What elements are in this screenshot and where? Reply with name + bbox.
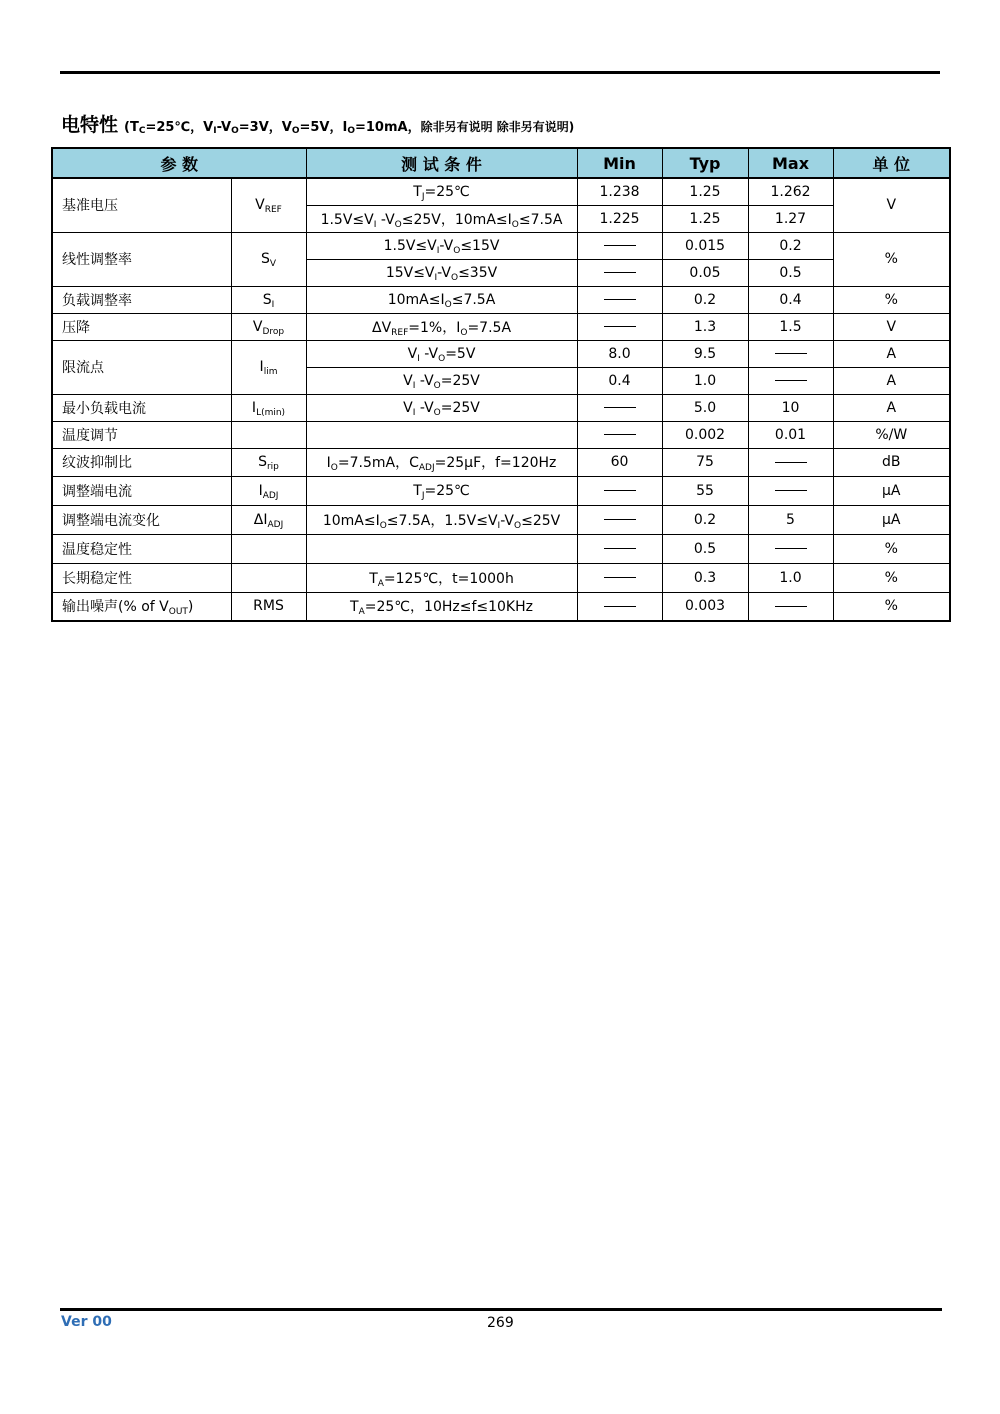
- unit-value: V: [833, 313, 950, 340]
- dash: [604, 606, 636, 607]
- typ-value: 0.5: [662, 534, 748, 563]
- table-row: [52, 421, 950, 448]
- param-symbol: RMS: [231, 592, 306, 621]
- max-value: 0.4: [748, 286, 833, 313]
- table-row: [52, 313, 950, 340]
- test-condition: $T_J=25℃$: [306, 178, 577, 205]
- param-name: 调整端电流: [52, 476, 231, 505]
- test-condition: $V_I$ $-V_O=25V$: [306, 367, 577, 394]
- test-condition: $V_I$ $-V_O=5V$: [306, 340, 577, 367]
- min-value: 60: [577, 448, 662, 476]
- typ-value: 1.25: [662, 205, 748, 232]
- test-condition: $V_I$ $-V_O=25V$: [306, 394, 577, 421]
- param-symbol: [231, 563, 306, 592]
- unit-value: μA: [833, 505, 950, 534]
- unit-value: %: [833, 592, 950, 621]
- param-symbol: $\Delta I_{ADJ}$: [231, 505, 306, 534]
- max-value: 1.5: [748, 313, 833, 340]
- max-value: 1.262: [748, 178, 833, 205]
- param-name: 压降: [52, 313, 231, 340]
- test-condition: [306, 421, 577, 448]
- dash: [775, 548, 807, 549]
- typ-value: 0.015: [662, 232, 748, 259]
- dash: [604, 548, 636, 549]
- param-name: 输出噪声(% of $V_{OUT}$): [52, 592, 231, 621]
- test-condition: $1.5V\le V_I$ $-V_O\le 25V$，$10mA\le I_O\le 7.5A$: [306, 205, 577, 232]
- unit-value: %/W: [833, 421, 950, 448]
- dash: [604, 490, 636, 491]
- param-symbol: $I_{L(min)}$: [231, 394, 306, 421]
- max-value: 1.0: [748, 563, 833, 592]
- dash: [775, 490, 807, 491]
- unit-value: A: [833, 394, 950, 421]
- unit-value: V: [833, 178, 950, 232]
- min-value: [577, 313, 662, 340]
- param-symbol: $S_I$: [231, 286, 306, 313]
- min-value: 1.225: [577, 205, 662, 232]
- typ-value: 0.05: [662, 259, 748, 286]
- table-row: [52, 476, 950, 505]
- test-condition: $T_A=125℃$，t=1000h: [306, 563, 577, 592]
- max-value: 5: [748, 505, 833, 534]
- max-value: 0.2: [748, 232, 833, 259]
- min-value: [577, 476, 662, 505]
- typ-value: 5.0: [662, 394, 748, 421]
- min-value: [577, 259, 662, 286]
- max-value: [748, 592, 833, 621]
- dash: [604, 272, 636, 273]
- test-condition: [306, 534, 577, 563]
- param-name: 线性调整率: [52, 232, 231, 286]
- unit-value: dB: [833, 448, 950, 476]
- table-row: [52, 232, 950, 259]
- table-row: [52, 286, 950, 313]
- test-condition: $15V\le V_I-V_O\le 35V$: [306, 259, 577, 286]
- typ-value: 1.3: [662, 313, 748, 340]
- header-typ: Typ: [662, 148, 748, 178]
- min-value: [577, 232, 662, 259]
- dash: [775, 606, 807, 607]
- header-conditions: 测 试 条 件: [306, 148, 577, 178]
- typ-value: 9.5: [662, 340, 748, 367]
- dash: [604, 434, 636, 435]
- max-value: 1.27: [748, 205, 833, 232]
- bottom-rule: [60, 1308, 942, 1311]
- table-row: [52, 592, 950, 621]
- min-value: 0.4: [577, 367, 662, 394]
- dash: [604, 245, 636, 246]
- electrical-characteristics-table: [51, 147, 951, 622]
- param-symbol: $S_{rip}$: [231, 448, 306, 476]
- table-row: [52, 505, 950, 534]
- typ-value: 0.2: [662, 286, 748, 313]
- test-conditions: ($T_C=25℃$，$V_I-V_O=3V$，$V_O=5V$，$I_O=10mA$，除非另有说明 除非另有说明): [124, 120, 575, 136]
- param-symbol: [231, 421, 306, 448]
- min-value: [577, 286, 662, 313]
- min-value: [577, 592, 662, 621]
- unit-value: A: [833, 340, 950, 367]
- min-value: 8.0: [577, 340, 662, 367]
- test-condition: $1.5V\le V_I-V_O\le 15V$: [306, 232, 577, 259]
- test-condition: $T_J=25℃$: [306, 476, 577, 505]
- param-name: 调整端电流变化: [52, 505, 231, 534]
- dash: [604, 326, 636, 327]
- version-label: Ver 00: [61, 1314, 112, 1330]
- dash: [604, 299, 636, 300]
- unit-value: %: [833, 563, 950, 592]
- param-name: 负载调整率: [52, 286, 231, 313]
- typ-value: 0.003: [662, 592, 748, 621]
- unit-value: %: [833, 232, 950, 286]
- header-parameter: 参 数: [52, 148, 306, 178]
- min-value: [577, 534, 662, 563]
- param-symbol: $V_{Drop}$: [231, 313, 306, 340]
- unit-value: μA: [833, 476, 950, 505]
- max-value: [748, 476, 833, 505]
- max-value: 0.01: [748, 421, 833, 448]
- param-symbol: $V_{REF}$: [231, 178, 306, 232]
- max-value: [748, 367, 833, 394]
- top-rule: [60, 71, 940, 74]
- test-condition: $10mA\le I_O\le 7.5A$: [306, 286, 577, 313]
- max-value: 0.5: [748, 259, 833, 286]
- max-value: [748, 534, 833, 563]
- param-name: 限流点: [52, 340, 231, 394]
- table-row: [52, 534, 950, 563]
- max-value: 10: [748, 394, 833, 421]
- header-unit: 单 位: [833, 148, 950, 178]
- section-title: 电特性: [61, 114, 119, 136]
- unit-value: A: [833, 367, 950, 394]
- dash: [604, 577, 636, 578]
- table-row: [52, 394, 950, 421]
- min-value: [577, 505, 662, 534]
- table-row: [52, 340, 950, 367]
- param-name: 温度稳定性: [52, 534, 231, 563]
- max-value: [748, 340, 833, 367]
- dash: [775, 353, 807, 354]
- min-value: 1.238: [577, 178, 662, 205]
- typ-value: 0.2: [662, 505, 748, 534]
- test-condition: $I_O=7.5mA$，$C_{ADJ}=25\mu F$，f=120Hz: [306, 448, 577, 476]
- param-symbol: $S_V$: [231, 232, 306, 286]
- param-symbol: [231, 534, 306, 563]
- param-name: 基准电压: [52, 178, 231, 232]
- param-name: 纹波抑制比: [52, 448, 231, 476]
- dash: [775, 462, 807, 463]
- header-max: Max: [748, 148, 833, 178]
- test-condition: $10mA\le I_O\le 7.5A$，$1.5V\le V_I-V_O\le 25V$: [306, 505, 577, 534]
- param-name: 最小负载电流: [52, 394, 231, 421]
- param-symbol: $I_{ADJ}$: [231, 476, 306, 505]
- table-row: [52, 448, 950, 476]
- test-condition: $\Delta V_{REF}=1\%$，$I_O=7.5A$: [306, 313, 577, 340]
- typ-value: 1.0: [662, 367, 748, 394]
- max-value: [748, 448, 833, 476]
- page-number: 269: [487, 1315, 514, 1331]
- typ-value: 0.002: [662, 421, 748, 448]
- dash: [604, 519, 636, 520]
- table-row: [52, 178, 950, 205]
- table-header-row: [52, 148, 950, 178]
- table-row: [52, 563, 950, 592]
- dash: [775, 380, 807, 381]
- typ-value: 0.3: [662, 563, 748, 592]
- typ-value: 55: [662, 476, 748, 505]
- min-value: [577, 563, 662, 592]
- typ-value: 75: [662, 448, 748, 476]
- param-symbol: $I_{lim}$: [231, 340, 306, 394]
- min-value: [577, 421, 662, 448]
- unit-value: %: [833, 286, 950, 313]
- typ-value: 1.25: [662, 178, 748, 205]
- header-min: Min: [577, 148, 662, 178]
- section-heading: [61, 110, 574, 137]
- param-name: 长期稳定性: [52, 563, 231, 592]
- unit-value: %: [833, 534, 950, 563]
- min-value: [577, 394, 662, 421]
- dash: [604, 407, 636, 408]
- test-condition: $T_A=25℃$，10Hz≤f≤10KHz: [306, 592, 577, 621]
- param-name: 温度调节: [52, 421, 231, 448]
